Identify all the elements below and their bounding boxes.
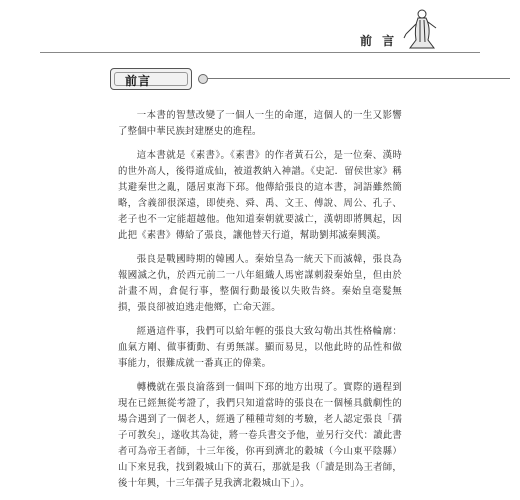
running-header [0,0,520,60]
header-title: 前 言 [360,34,398,48]
paragraph-4: 經過這件事，我們可以給年輕的張良大致勾勒出其性格輪廓：血氣方剛、做事衝動、有勇無謀。顯而易見，以他此時的品性和做事能力，很難成就一番真正的偉業。 [118,326,402,369]
sage-figure-icon [400,6,446,56]
header-rule [40,52,480,53]
paragraph-5: 轉機就在張良淪落到一個叫下邳的地方出現了。實際的過程到現在已經無從考證了，我們只知道當時的張良在一個極具戲劇性的場合遇到了一個老人，經過了種種苛刻的考驗，老人認定張良「孺子可教矣」，遂收其為徒，將一卷兵書交予他，並另行交代：讀此書者可為帝王者師，十三年後，你再到濟北的穀城（今山東平陰縣）山下來見我，找到穀城山下的黃石，那就是我（「讀是則為王者師，後十年興，十三年孺子見我濟北穀城山下」）。 [118,382,402,489]
section-label: 前言 [125,74,152,88]
circle-bullet-icon [198,74,208,84]
paragraph-2: 這本書就是《素書》。《素書》的作者黃石公，是一位秦、漢時的世外高人，後得道成仙，被道教納入神譜。《史記．留侯世家》稱其避秦世之亂，隱居東海下邳。他傳給張良的這本書，詞語雖然簡略，含義卻很深遠，即使堯、舜、禹、文王、傅說、周公、孔子、老子也不一定能超越他。他知道秦朝就要滅亡，漢朝即將興起，因此把《素書》傳給了張良，讓他替天行道，幫助劉邦滅秦興漢。 [118,150,402,241]
paragraph-3: 張良是戰國時期的韓國人。秦始皇為一統天下而滅韓，張良為報國滅之仇，於西元前二一八年組織人馬密謀刺殺秦始皇，但由於計畫不周，倉促行事，整個行動最後以失敗告終。秦始皇毫髮無損，張良卻被迫逃走他鄉，亡命天涯。 [118,254,402,313]
body-text [118,108,402,500]
paragraph-1: 一本書的智慧改變了一個人一生的命運，這個人的一生又影響了整個中華民族封建歷史的進程。 [118,110,402,137]
section-divider [207,78,510,79]
section-tab [110,68,192,90]
section-heading [110,68,410,92]
